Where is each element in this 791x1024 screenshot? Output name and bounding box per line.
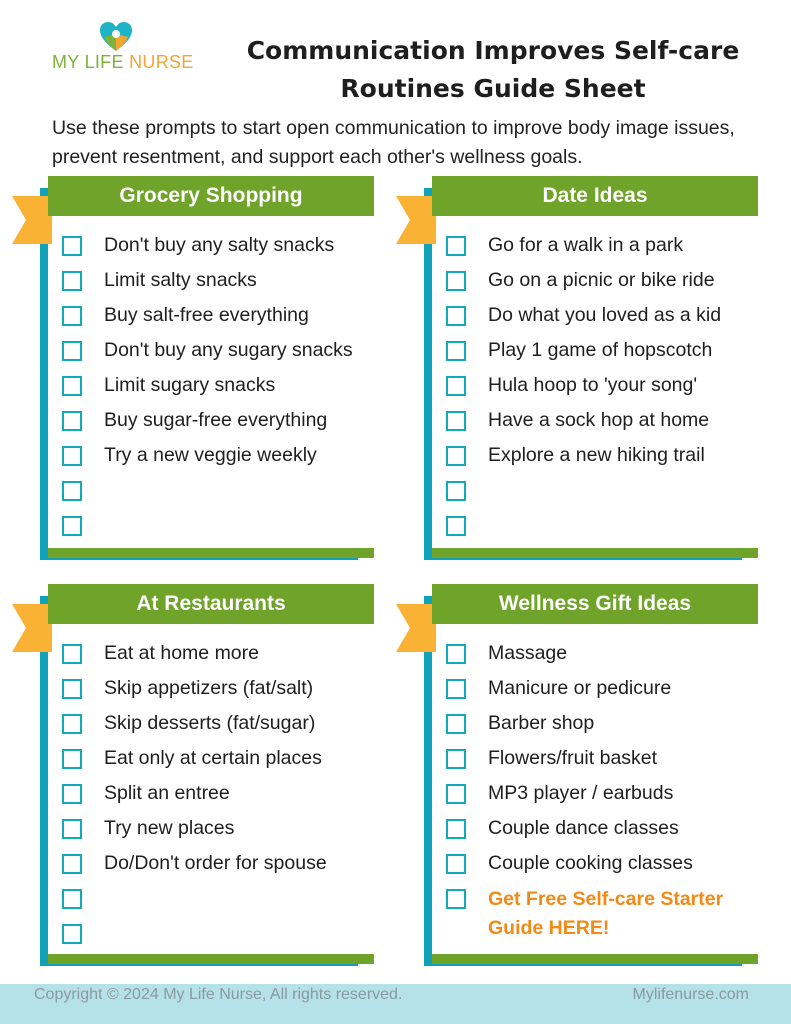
- checklist-item: [62, 368, 380, 403]
- item-label: Do what you loved as a kid: [488, 304, 722, 326]
- checkbox[interactable]: [62, 784, 82, 804]
- item-label: Limit salty snacks: [104, 269, 257, 291]
- checklist-item: [62, 333, 380, 368]
- checklist-item-blank: [62, 881, 380, 916]
- checklist-item: [446, 263, 764, 298]
- item-label: Barber shop: [488, 712, 595, 734]
- checklist-item-blank: [446, 473, 764, 508]
- checkbox[interactable]: [446, 784, 466, 804]
- checklist: [446, 636, 764, 945]
- item-label: Explore a new hiking trail: [488, 444, 705, 466]
- ribbon-icon: [396, 604, 436, 652]
- checklist-item: [446, 438, 764, 473]
- checkbox[interactable]: [62, 236, 82, 256]
- checkbox[interactable]: [62, 516, 82, 536]
- item-label: Couple cooking classes: [488, 852, 693, 874]
- checkbox[interactable]: [446, 481, 466, 501]
- heart-logo-icon: [100, 22, 132, 52]
- ribbon-icon: [396, 196, 436, 244]
- item-label: Flowers/fruit basket: [488, 747, 658, 769]
- checkbox[interactable]: [62, 714, 82, 734]
- item-label: Split an entree: [104, 782, 230, 804]
- item-label: Eat only at certain places: [104, 747, 322, 769]
- card-title: Wellness Gift Ideas: [432, 584, 758, 624]
- checklist-item: [62, 403, 380, 438]
- item-label: Try new places: [104, 817, 235, 839]
- item-label: Limit sugary snacks: [104, 374, 276, 396]
- card-wellness-gift-ideas: [424, 584, 764, 964]
- intro-text: Use these prompts to start open communication to improve body image issues, prevent resentment, and support each other's wellness goals.: [52, 117, 735, 168]
- checklist-item-blank: [62, 473, 380, 508]
- checkbox[interactable]: [446, 411, 466, 431]
- item-label: Don't buy any salty snacks: [104, 234, 335, 256]
- checkbox[interactable]: [62, 644, 82, 664]
- card-bottom-bar: [48, 548, 374, 558]
- checklist-item-blank: [446, 508, 764, 543]
- item-label: Play 1 game of hopscotch: [488, 339, 713, 361]
- checklist-item-blank: [62, 916, 380, 951]
- card-at-restaurants: [40, 584, 380, 964]
- checklist-item: [62, 776, 380, 811]
- item-label: Have a sock hop at home: [488, 409, 710, 431]
- checklist-item: [62, 228, 380, 263]
- checkbox[interactable]: [446, 271, 466, 291]
- checkbox[interactable]: [446, 889, 466, 909]
- checkbox[interactable]: [62, 481, 82, 501]
- item-label: Buy sugar-free everything: [104, 409, 328, 431]
- starter-guide-link[interactable]: Get Free Self-care Starter Guide HERE!: [488, 888, 724, 939]
- checklist: [62, 228, 380, 543]
- checklist-item: [446, 403, 764, 438]
- item-label: Massage: [488, 642, 568, 664]
- checklist-item: [446, 636, 764, 671]
- checklist-item: [62, 706, 380, 741]
- card-bottom-bar: [432, 954, 758, 964]
- checkbox[interactable]: [62, 376, 82, 396]
- item-label: Buy salt-free everything: [104, 304, 309, 326]
- checklist-item: [62, 636, 380, 671]
- checkbox[interactable]: [446, 446, 466, 466]
- checkbox[interactable]: [62, 749, 82, 769]
- checkbox[interactable]: [446, 749, 466, 769]
- item-label: MP3 player / earbuds: [488, 782, 674, 804]
- checklist-item: [62, 671, 380, 706]
- checkbox[interactable]: [446, 341, 466, 361]
- card-title: At Restaurants: [48, 584, 374, 624]
- checkbox[interactable]: [62, 819, 82, 839]
- checkbox[interactable]: [62, 271, 82, 291]
- checklist-item: [446, 298, 764, 333]
- checklist-item: [446, 333, 764, 368]
- checklist-item: [62, 846, 380, 881]
- item-label: Go on a picnic or bike ride: [488, 269, 715, 291]
- checklist-item: [446, 846, 764, 881]
- item-label: Couple dance classes: [488, 817, 679, 839]
- card-bottom-bar: [48, 954, 374, 964]
- card-title: Date Ideas: [432, 176, 758, 216]
- logo-wordmark: MY LIFE NURSE: [52, 52, 194, 72]
- checkbox[interactable]: [62, 446, 82, 466]
- card-title: Grocery Shopping: [48, 176, 374, 216]
- ribbon-icon: [12, 604, 52, 652]
- checkbox[interactable]: [446, 236, 466, 256]
- checklist-item: [446, 368, 764, 403]
- card-grocery-shopping: [40, 176, 380, 558]
- checkbox[interactable]: [446, 516, 466, 536]
- checklist-item-blank: [62, 508, 380, 543]
- card-date-ideas: [424, 176, 764, 558]
- checkbox[interactable]: [446, 714, 466, 734]
- checkbox[interactable]: [62, 854, 82, 874]
- item-label: Hula hoop to 'your song': [488, 374, 698, 396]
- checklist: [62, 636, 380, 951]
- checklist-item: [62, 811, 380, 846]
- checkbox[interactable]: [62, 306, 82, 326]
- item-label: Skip desserts (fat/sugar): [104, 712, 316, 734]
- item-label: Go for a walk in a park: [488, 234, 684, 256]
- checklist-item: [446, 776, 764, 811]
- page-footer: [0, 984, 791, 1024]
- checkbox[interactable]: [62, 679, 82, 699]
- checkbox[interactable]: [446, 644, 466, 664]
- checkbox[interactable]: [62, 924, 82, 944]
- website-link[interactable]: Mylifenurse.com: [632, 986, 749, 1003]
- logo[interactable]: [48, 22, 194, 78]
- item-label: Skip appetizers (fat/salt): [104, 677, 314, 699]
- copyright-text: Copyright © 2024 My Life Nurse, All rights reserved.: [34, 986, 403, 1003]
- checkbox[interactable]: [62, 889, 82, 909]
- checklist-item: [446, 671, 764, 706]
- item-label: Don't buy any sugary snacks: [104, 339, 353, 361]
- checklist-item-cta: [446, 881, 764, 945]
- checklist: [446, 228, 764, 543]
- checkbox[interactable]: [62, 341, 82, 361]
- checkbox[interactable]: [446, 679, 466, 699]
- checklist-item: [446, 706, 764, 741]
- checklist-item: [62, 263, 380, 298]
- checkbox[interactable]: [62, 411, 82, 431]
- checklist-item: [446, 811, 764, 846]
- checklist-item: [62, 741, 380, 776]
- checklist-item: [62, 298, 380, 333]
- checklist-item: [446, 741, 764, 776]
- card-bottom-bar: [432, 548, 758, 558]
- item-label: Eat at home more: [104, 642, 259, 664]
- checkbox[interactable]: [446, 854, 466, 874]
- checkbox[interactable]: [446, 819, 466, 839]
- checkbox[interactable]: [446, 376, 466, 396]
- item-label: Do/Don't order for spouse: [104, 852, 327, 874]
- checklist-item: [62, 438, 380, 473]
- item-label: Manicure or pedicure: [488, 677, 672, 699]
- checklist-item: [446, 228, 764, 263]
- checkbox[interactable]: [446, 306, 466, 326]
- page-title: Communication Improves Self-care Routines Guide Sheet: [246, 36, 740, 103]
- ribbon-icon: [12, 196, 52, 244]
- item-label: Try a new veggie weekly: [104, 444, 317, 466]
